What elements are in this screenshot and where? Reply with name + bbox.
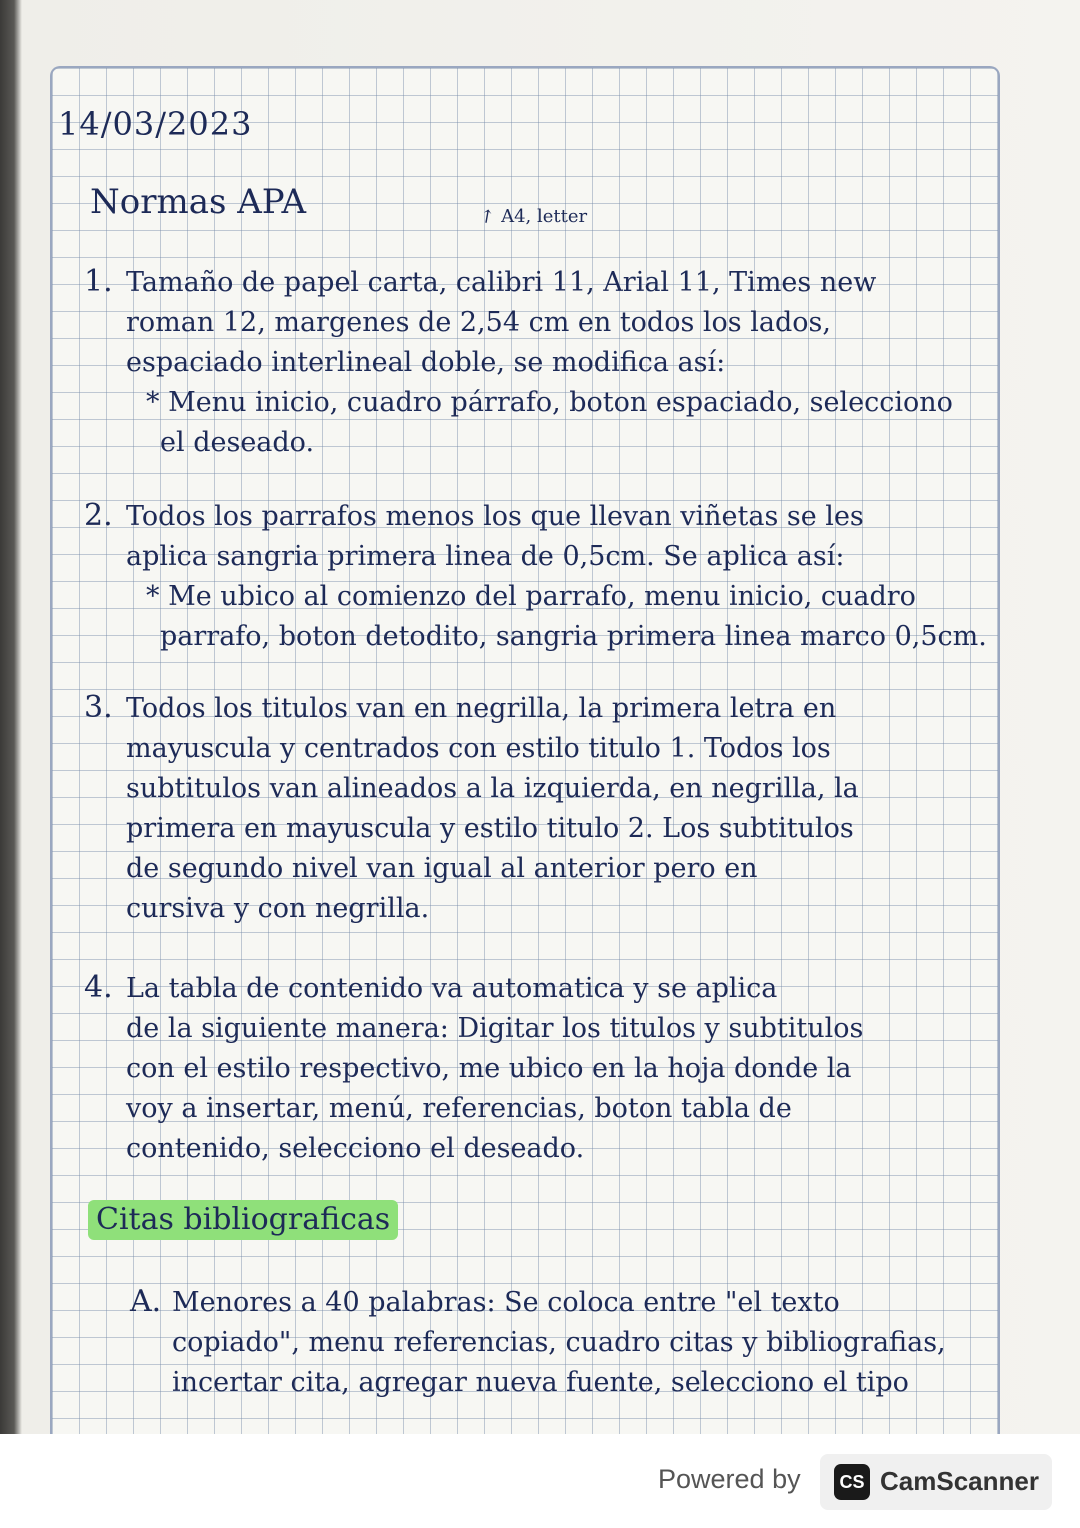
note-date: 14/03/2023: [58, 105, 253, 143]
list-item-4: [84, 968, 1004, 1169]
item-line: parrafo, boton detodito, sangria primera linea marco 0,5cm.: [160, 621, 987, 652]
arrow-icon: ↗: [475, 203, 500, 230]
item-number: 1.: [84, 264, 113, 299]
camscanner-badge: [820, 1454, 1052, 1510]
margin-annotation: [475, 203, 588, 230]
item-line: de la siguiente manera: Digitar los titulos y subtitulos: [126, 1013, 864, 1044]
item-line: incertar cita, agregar nueva fuente, selecciono el tipo: [172, 1367, 909, 1398]
annotation-text: A4, letter: [501, 206, 588, 227]
item-line: Menores a 40 palabras: Se coloca entre "el texto: [172, 1287, 840, 1318]
item-line: el deseado.: [160, 427, 315, 458]
item-line: copiado", menu referencias, cuadro citas y bibliografias,: [172, 1327, 946, 1358]
item-number: 3.: [84, 690, 113, 725]
item-line: mayuscula y centrados con estilo titulo 1. Todos los: [126, 733, 831, 764]
item-line: Tamaño de papel carta, calibri 11, Arial 11, Times new: [126, 267, 877, 298]
item-number: 4.: [84, 970, 113, 1005]
item-line: roman 12, margenes de 2,54 cm en todos los lados,: [126, 307, 831, 338]
item-line: aplica sangria primera linea de 0,5cm. Se aplica así:: [126, 541, 845, 572]
camscanner-brand-name: CamScanner: [880, 1466, 1039, 1496]
note-heading: Normas APA: [90, 182, 307, 222]
item-line: primera en mayuscula y estilo titulo 2. Los subtitulos: [126, 813, 854, 844]
item-line: voy a insertar, menú, referencias, boton tabla de: [126, 1093, 792, 1124]
item-line: contenido, selecciono el deseado.: [126, 1133, 585, 1164]
item-line: subtitulos van alineados a la izquierda, en negrilla, la: [126, 773, 859, 804]
scanner-footer: [0, 1434, 1080, 1528]
item-line: * Me ubico al comienzo del parrafo, menu inicio, cuadro: [146, 581, 916, 612]
camscanner-logo-icon: CS: [834, 1464, 870, 1500]
section-title-highlighted: Citas bibliograficas: [88, 1200, 398, 1240]
item-line: Todos los titulos van en negrilla, la primera letra en: [126, 693, 837, 724]
item-letter: A.: [130, 1284, 162, 1319]
item-line: cursiva y con negrilla.: [126, 893, 430, 924]
list-item-1: [84, 262, 1004, 463]
list-item-2: [84, 496, 1004, 657]
item-line: La tabla de contenido va automatica y se aplica: [126, 973, 778, 1004]
powered-by-text: Powered by: [658, 1464, 801, 1494]
item-line: de segundo nivel van igual al anterior pero en: [126, 853, 758, 884]
item-line: Todos los parrafos menos los que llevan viñetas se les: [126, 501, 864, 532]
sub-item-a: [130, 1282, 1010, 1403]
item-line: con el estilo respectivo, me ubico en la hoja donde la: [126, 1053, 852, 1084]
item-line: * Menu inicio, cuadro párrafo, boton espaciado, selecciono: [146, 387, 953, 418]
item-number: 2.: [84, 498, 113, 533]
item-line: espaciado interlineal doble, se modifica así:: [126, 347, 726, 378]
list-item-3: [84, 688, 1004, 929]
